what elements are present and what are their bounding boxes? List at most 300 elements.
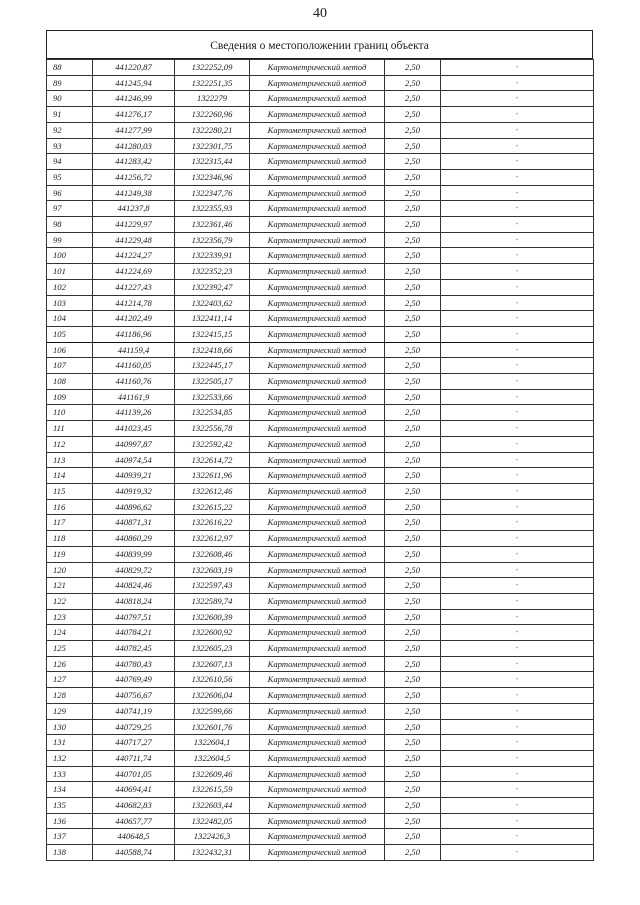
table-row: [47, 91, 594, 107]
table-row: [47, 326, 594, 342]
table-row: [47, 122, 594, 138]
accuracy-cell: 2,50: [385, 546, 441, 562]
table-row: [47, 436, 594, 452]
description-cell: -: [441, 609, 594, 625]
accuracy-cell: 2,50: [385, 279, 441, 295]
x-coordinate-cell: 440717,27: [93, 735, 175, 751]
table-row: [47, 578, 594, 594]
y-coordinate-cell: 1322556,78: [175, 421, 250, 437]
description-cell: -: [441, 531, 594, 547]
x-coordinate-cell: 441220,87: [93, 60, 175, 76]
method-cell: Картометрический метод: [250, 264, 385, 280]
x-coordinate-cell: 440839,99: [93, 546, 175, 562]
description-cell: -: [441, 169, 594, 185]
boundary-coordinates-table: [46, 59, 594, 861]
description-cell: -: [441, 735, 594, 751]
table-row: [47, 656, 594, 672]
method-cell: Картометрический метод: [250, 452, 385, 468]
x-coordinate-cell: 441023,45: [93, 421, 175, 437]
description-cell: -: [441, 829, 594, 845]
accuracy-cell: 2,50: [385, 169, 441, 185]
y-coordinate-cell: 1322605,23: [175, 641, 250, 657]
point-number-cell: 138: [47, 845, 93, 861]
y-coordinate-cell: 1322301,75: [175, 138, 250, 154]
point-number-cell: 109: [47, 389, 93, 405]
table-row: [47, 60, 594, 76]
description-cell: -: [441, 593, 594, 609]
accuracy-cell: 2,50: [385, 60, 441, 76]
method-cell: Картометрический метод: [250, 766, 385, 782]
accuracy-cell: 2,50: [385, 483, 441, 499]
point-number-cell: 126: [47, 656, 93, 672]
accuracy-cell: 2,50: [385, 185, 441, 201]
point-number-cell: 107: [47, 358, 93, 374]
description-cell: -: [441, 625, 594, 641]
accuracy-cell: 2,50: [385, 122, 441, 138]
y-coordinate-cell: 1322403,62: [175, 295, 250, 311]
accuracy-cell: 2,50: [385, 578, 441, 594]
table-row: [47, 374, 594, 390]
method-cell: Картометрический метод: [250, 169, 385, 185]
description-cell: -: [441, 311, 594, 327]
y-coordinate-cell: 1322361,46: [175, 217, 250, 233]
x-coordinate-cell: 440782,45: [93, 641, 175, 657]
method-cell: Картометрический метод: [250, 342, 385, 358]
x-coordinate-cell: 441159,4: [93, 342, 175, 358]
accuracy-cell: 2,50: [385, 813, 441, 829]
table-row: [47, 515, 594, 531]
y-coordinate-cell: 1322445,17: [175, 358, 250, 374]
x-coordinate-cell: 440797,51: [93, 609, 175, 625]
x-coordinate-cell: 440939,21: [93, 468, 175, 484]
description-cell: -: [441, 75, 594, 91]
point-number-cell: 88: [47, 60, 93, 76]
y-coordinate-cell: 1322418,66: [175, 342, 250, 358]
method-cell: Картометрический метод: [250, 468, 385, 484]
accuracy-cell: 2,50: [385, 138, 441, 154]
x-coordinate-cell: 441161,9: [93, 389, 175, 405]
point-number-cell: 101: [47, 264, 93, 280]
method-cell: Картометрический метод: [250, 107, 385, 123]
accuracy-cell: 2,50: [385, 688, 441, 704]
accuracy-cell: 2,50: [385, 75, 441, 91]
description-cell: -: [441, 452, 594, 468]
method-cell: Картометрический метод: [250, 279, 385, 295]
accuracy-cell: 2,50: [385, 405, 441, 421]
table-row: [47, 531, 594, 547]
description-cell: -: [441, 201, 594, 217]
accuracy-cell: 2,50: [385, 107, 441, 123]
description-cell: -: [441, 264, 594, 280]
table-row: [47, 405, 594, 421]
y-coordinate-cell: 1322251,35: [175, 75, 250, 91]
x-coordinate-cell: 441186,96: [93, 326, 175, 342]
x-coordinate-cell: 440694,41: [93, 782, 175, 798]
y-coordinate-cell: 1322589,74: [175, 593, 250, 609]
description-cell: -: [441, 295, 594, 311]
method-cell: Картометрический метод: [250, 374, 385, 390]
description-cell: -: [441, 483, 594, 499]
description-cell: -: [441, 91, 594, 107]
description-cell: -: [441, 389, 594, 405]
point-number-cell: 96: [47, 185, 93, 201]
point-number-cell: 108: [47, 374, 93, 390]
point-number-cell: 134: [47, 782, 93, 798]
method-cell: Картометрический метод: [250, 641, 385, 657]
description-cell: -: [441, 279, 594, 295]
point-number-cell: 128: [47, 688, 93, 704]
y-coordinate-cell: 1322534,85: [175, 405, 250, 421]
y-coordinate-cell: 1322610,56: [175, 672, 250, 688]
x-coordinate-cell: 441276,17: [93, 107, 175, 123]
description-cell: -: [441, 342, 594, 358]
point-number-cell: 117: [47, 515, 93, 531]
accuracy-cell: 2,50: [385, 672, 441, 688]
point-number-cell: 122: [47, 593, 93, 609]
description-cell: -: [441, 750, 594, 766]
y-coordinate-cell: 1322533,66: [175, 389, 250, 405]
table-row: [47, 311, 594, 327]
x-coordinate-cell: 440756,67: [93, 688, 175, 704]
point-number-cell: 123: [47, 609, 93, 625]
method-cell: Картометрический метод: [250, 798, 385, 814]
x-coordinate-cell: 441224,69: [93, 264, 175, 280]
accuracy-cell: 2,50: [385, 531, 441, 547]
accuracy-cell: 2,50: [385, 154, 441, 170]
description-cell: -: [441, 813, 594, 829]
method-cell: Картометрический метод: [250, 154, 385, 170]
accuracy-cell: 2,50: [385, 389, 441, 405]
description-cell: -: [441, 578, 594, 594]
y-coordinate-cell: 1322347,76: [175, 185, 250, 201]
accuracy-cell: 2,50: [385, 499, 441, 515]
table-row: [47, 719, 594, 735]
description-cell: -: [441, 217, 594, 233]
method-cell: Картометрический метод: [250, 421, 385, 437]
table-row: [47, 295, 594, 311]
y-coordinate-cell: 1322415,15: [175, 326, 250, 342]
accuracy-cell: 2,50: [385, 374, 441, 390]
x-coordinate-cell: 441280,03: [93, 138, 175, 154]
description-cell: -: [441, 703, 594, 719]
table-row: [47, 845, 594, 861]
table-row: [47, 688, 594, 704]
table-row: [47, 185, 594, 201]
x-coordinate-cell: 440871,31: [93, 515, 175, 531]
method-cell: Картометрический метод: [250, 311, 385, 327]
table-row: [47, 782, 594, 798]
point-number-cell: 137: [47, 829, 93, 845]
x-coordinate-cell: 441277,99: [93, 122, 175, 138]
y-coordinate-cell: 1322432,31: [175, 845, 250, 861]
point-number-cell: 92: [47, 122, 93, 138]
method-cell: Картометрический метод: [250, 578, 385, 594]
point-number-cell: 97: [47, 201, 93, 217]
point-number-cell: 94: [47, 154, 93, 170]
accuracy-cell: 2,50: [385, 798, 441, 814]
table-row: [47, 154, 594, 170]
method-cell: Картометрический метод: [250, 593, 385, 609]
accuracy-cell: 2,50: [385, 264, 441, 280]
y-coordinate-cell: 1322616,22: [175, 515, 250, 531]
method-cell: Картометрический метод: [250, 499, 385, 515]
table-row: [47, 452, 594, 468]
table-row: [47, 201, 594, 217]
point-number-cell: 106: [47, 342, 93, 358]
table-row: [47, 107, 594, 123]
table-row: [47, 483, 594, 499]
y-coordinate-cell: 1322604,5: [175, 750, 250, 766]
x-coordinate-cell: 441224,27: [93, 248, 175, 264]
method-cell: Картометрический метод: [250, 389, 385, 405]
description-cell: -: [441, 672, 594, 688]
method-cell: Картометрический метод: [250, 656, 385, 672]
table-row: [47, 562, 594, 578]
accuracy-cell: 2,50: [385, 625, 441, 641]
table-row: [47, 468, 594, 484]
x-coordinate-cell: 440784,21: [93, 625, 175, 641]
x-coordinate-cell: 440729,25: [93, 719, 175, 735]
table-row: [47, 813, 594, 829]
accuracy-cell: 2,50: [385, 326, 441, 342]
y-coordinate-cell: 1322411,14: [175, 311, 250, 327]
table-row: [47, 232, 594, 248]
accuracy-cell: 2,50: [385, 452, 441, 468]
x-coordinate-cell: 440780,43: [93, 656, 175, 672]
point-number-cell: 124: [47, 625, 93, 641]
description-cell: -: [441, 107, 594, 123]
method-cell: Картометрический метод: [250, 845, 385, 861]
x-coordinate-cell: 440974,54: [93, 452, 175, 468]
x-coordinate-cell: 441160,05: [93, 358, 175, 374]
point-number-cell: 99: [47, 232, 93, 248]
description-cell: -: [441, 374, 594, 390]
accuracy-cell: 2,50: [385, 641, 441, 657]
y-coordinate-cell: 1322608,46: [175, 546, 250, 562]
method-cell: Картометрический метод: [250, 217, 385, 233]
y-coordinate-cell: 1322426,3: [175, 829, 250, 845]
method-cell: Картометрический метод: [250, 813, 385, 829]
accuracy-cell: 2,50: [385, 295, 441, 311]
description-cell: -: [441, 641, 594, 657]
accuracy-cell: 2,50: [385, 421, 441, 437]
x-coordinate-cell: 441229,48: [93, 232, 175, 248]
table-row: [47, 264, 594, 280]
point-number-cell: 113: [47, 452, 93, 468]
y-coordinate-cell: 1322352,23: [175, 264, 250, 280]
point-number-cell: 98: [47, 217, 93, 233]
table-row: [47, 217, 594, 233]
accuracy-cell: 2,50: [385, 782, 441, 798]
accuracy-cell: 2,50: [385, 703, 441, 719]
x-coordinate-cell: 441202,49: [93, 311, 175, 327]
point-number-cell: 89: [47, 75, 93, 91]
method-cell: Картометрический метод: [250, 295, 385, 311]
method-cell: Картометрический метод: [250, 703, 385, 719]
method-cell: Картометрический метод: [250, 326, 385, 342]
x-coordinate-cell: 441214,78: [93, 295, 175, 311]
point-number-cell: 103: [47, 295, 93, 311]
description-cell: -: [441, 60, 594, 76]
accuracy-cell: 2,50: [385, 358, 441, 374]
table-row: [47, 735, 594, 751]
description-cell: -: [441, 436, 594, 452]
x-coordinate-cell: 441249,38: [93, 185, 175, 201]
y-coordinate-cell: 1322279: [175, 91, 250, 107]
method-cell: Картометрический метод: [250, 358, 385, 374]
y-coordinate-cell: 1322615,59: [175, 782, 250, 798]
table-row: [47, 389, 594, 405]
point-number-cell: 95: [47, 169, 93, 185]
y-coordinate-cell: 1322612,46: [175, 483, 250, 499]
method-cell: Картометрический метод: [250, 750, 385, 766]
point-number-cell: 133: [47, 766, 93, 782]
method-cell: Картометрический метод: [250, 60, 385, 76]
x-coordinate-cell: 441227,43: [93, 279, 175, 295]
method-cell: Картометрический метод: [250, 719, 385, 735]
table-row: [47, 750, 594, 766]
y-coordinate-cell: 1322392,47: [175, 279, 250, 295]
x-coordinate-cell: 440711,74: [93, 750, 175, 766]
y-coordinate-cell: 1322505,17: [175, 374, 250, 390]
table-row: [47, 672, 594, 688]
description-cell: -: [441, 122, 594, 138]
point-number-cell: 119: [47, 546, 93, 562]
y-coordinate-cell: 1322315,44: [175, 154, 250, 170]
description-cell: -: [441, 798, 594, 814]
accuracy-cell: 2,50: [385, 468, 441, 484]
description-cell: -: [441, 468, 594, 484]
accuracy-cell: 2,50: [385, 593, 441, 609]
table-row: [47, 421, 594, 437]
table-row: [47, 499, 594, 515]
point-number-cell: 136: [47, 813, 93, 829]
description-cell: -: [441, 154, 594, 170]
x-coordinate-cell: 441283,42: [93, 154, 175, 170]
description-cell: -: [441, 232, 594, 248]
method-cell: Картометрический метод: [250, 688, 385, 704]
accuracy-cell: 2,50: [385, 436, 441, 452]
y-coordinate-cell: 1322597,43: [175, 578, 250, 594]
accuracy-cell: 2,50: [385, 201, 441, 217]
method-cell: Картометрический метод: [250, 829, 385, 845]
table-row: [47, 798, 594, 814]
point-number-cell: 102: [47, 279, 93, 295]
accuracy-cell: 2,50: [385, 515, 441, 531]
point-number-cell: 110: [47, 405, 93, 421]
description-cell: -: [441, 499, 594, 515]
y-coordinate-cell: 1322606,04: [175, 688, 250, 704]
page-number: 40: [313, 6, 327, 21]
accuracy-cell: 2,50: [385, 845, 441, 861]
x-coordinate-cell: 440769,49: [93, 672, 175, 688]
point-number-cell: 127: [47, 672, 93, 688]
y-coordinate-cell: 1322603,19: [175, 562, 250, 578]
method-cell: Картометрический метод: [250, 672, 385, 688]
y-coordinate-cell: 1322346,96: [175, 169, 250, 185]
table-row: [47, 703, 594, 719]
table-row: [47, 169, 594, 185]
y-coordinate-cell: 1322609,46: [175, 766, 250, 782]
x-coordinate-cell: 440829,72: [93, 562, 175, 578]
y-coordinate-cell: 1322604,1: [175, 735, 250, 751]
y-coordinate-cell: 1322611,96: [175, 468, 250, 484]
description-cell: -: [441, 515, 594, 531]
method-cell: Картометрический метод: [250, 483, 385, 499]
method-cell: Картометрический метод: [250, 609, 385, 625]
method-cell: Картометрический метод: [250, 546, 385, 562]
x-coordinate-cell: 440588,74: [93, 845, 175, 861]
method-cell: Картометрический метод: [250, 91, 385, 107]
x-coordinate-cell: 440818,24: [93, 593, 175, 609]
description-cell: -: [441, 421, 594, 437]
y-coordinate-cell: 1322615,22: [175, 499, 250, 515]
table-row: [47, 358, 594, 374]
description-cell: -: [441, 546, 594, 562]
accuracy-cell: 2,50: [385, 656, 441, 672]
table-row: [47, 641, 594, 657]
accuracy-cell: 2,50: [385, 766, 441, 782]
y-coordinate-cell: 1322600,39: [175, 609, 250, 625]
accuracy-cell: 2,50: [385, 217, 441, 233]
description-cell: -: [441, 358, 594, 374]
x-coordinate-cell: 440919,32: [93, 483, 175, 499]
accuracy-cell: 2,50: [385, 719, 441, 735]
table-row: [47, 342, 594, 358]
description-cell: -: [441, 248, 594, 264]
table-row: [47, 279, 594, 295]
x-coordinate-cell: 441256,72: [93, 169, 175, 185]
accuracy-cell: 2,50: [385, 342, 441, 358]
x-coordinate-cell: 440682,83: [93, 798, 175, 814]
method-cell: Картометрический метод: [250, 122, 385, 138]
accuracy-cell: 2,50: [385, 232, 441, 248]
x-coordinate-cell: 440701,05: [93, 766, 175, 782]
x-coordinate-cell: 441245,94: [93, 75, 175, 91]
boundary-table-sheet: [46, 30, 593, 861]
y-coordinate-cell: 1322607,13: [175, 656, 250, 672]
y-coordinate-cell: 1322614,72: [175, 452, 250, 468]
x-coordinate-cell: 440896,62: [93, 499, 175, 515]
point-number-cell: 104: [47, 311, 93, 327]
method-cell: Картометрический метод: [250, 232, 385, 248]
description-cell: -: [441, 405, 594, 421]
x-coordinate-cell: 441229,97: [93, 217, 175, 233]
y-coordinate-cell: 1322252,09: [175, 60, 250, 76]
method-cell: Картометрический метод: [250, 625, 385, 641]
y-coordinate-cell: 1322280,21: [175, 122, 250, 138]
y-coordinate-cell: 1322612,97: [175, 531, 250, 547]
table-row: [47, 766, 594, 782]
table-row: [47, 138, 594, 154]
method-cell: Картометрический метод: [250, 735, 385, 751]
accuracy-cell: 2,50: [385, 248, 441, 264]
y-coordinate-cell: 1322592,42: [175, 436, 250, 452]
x-coordinate-cell: 440657,77: [93, 813, 175, 829]
table-row: [47, 609, 594, 625]
description-cell: -: [441, 138, 594, 154]
y-coordinate-cell: 1322599,66: [175, 703, 250, 719]
table-row: [47, 829, 594, 845]
point-number-cell: 118: [47, 531, 93, 547]
y-coordinate-cell: 1322356,79: [175, 232, 250, 248]
point-number-cell: 129: [47, 703, 93, 719]
accuracy-cell: 2,50: [385, 735, 441, 751]
point-number-cell: 132: [47, 750, 93, 766]
x-coordinate-cell: 440824,46: [93, 578, 175, 594]
x-coordinate-cell: 440741,19: [93, 703, 175, 719]
accuracy-cell: 2,50: [385, 609, 441, 625]
